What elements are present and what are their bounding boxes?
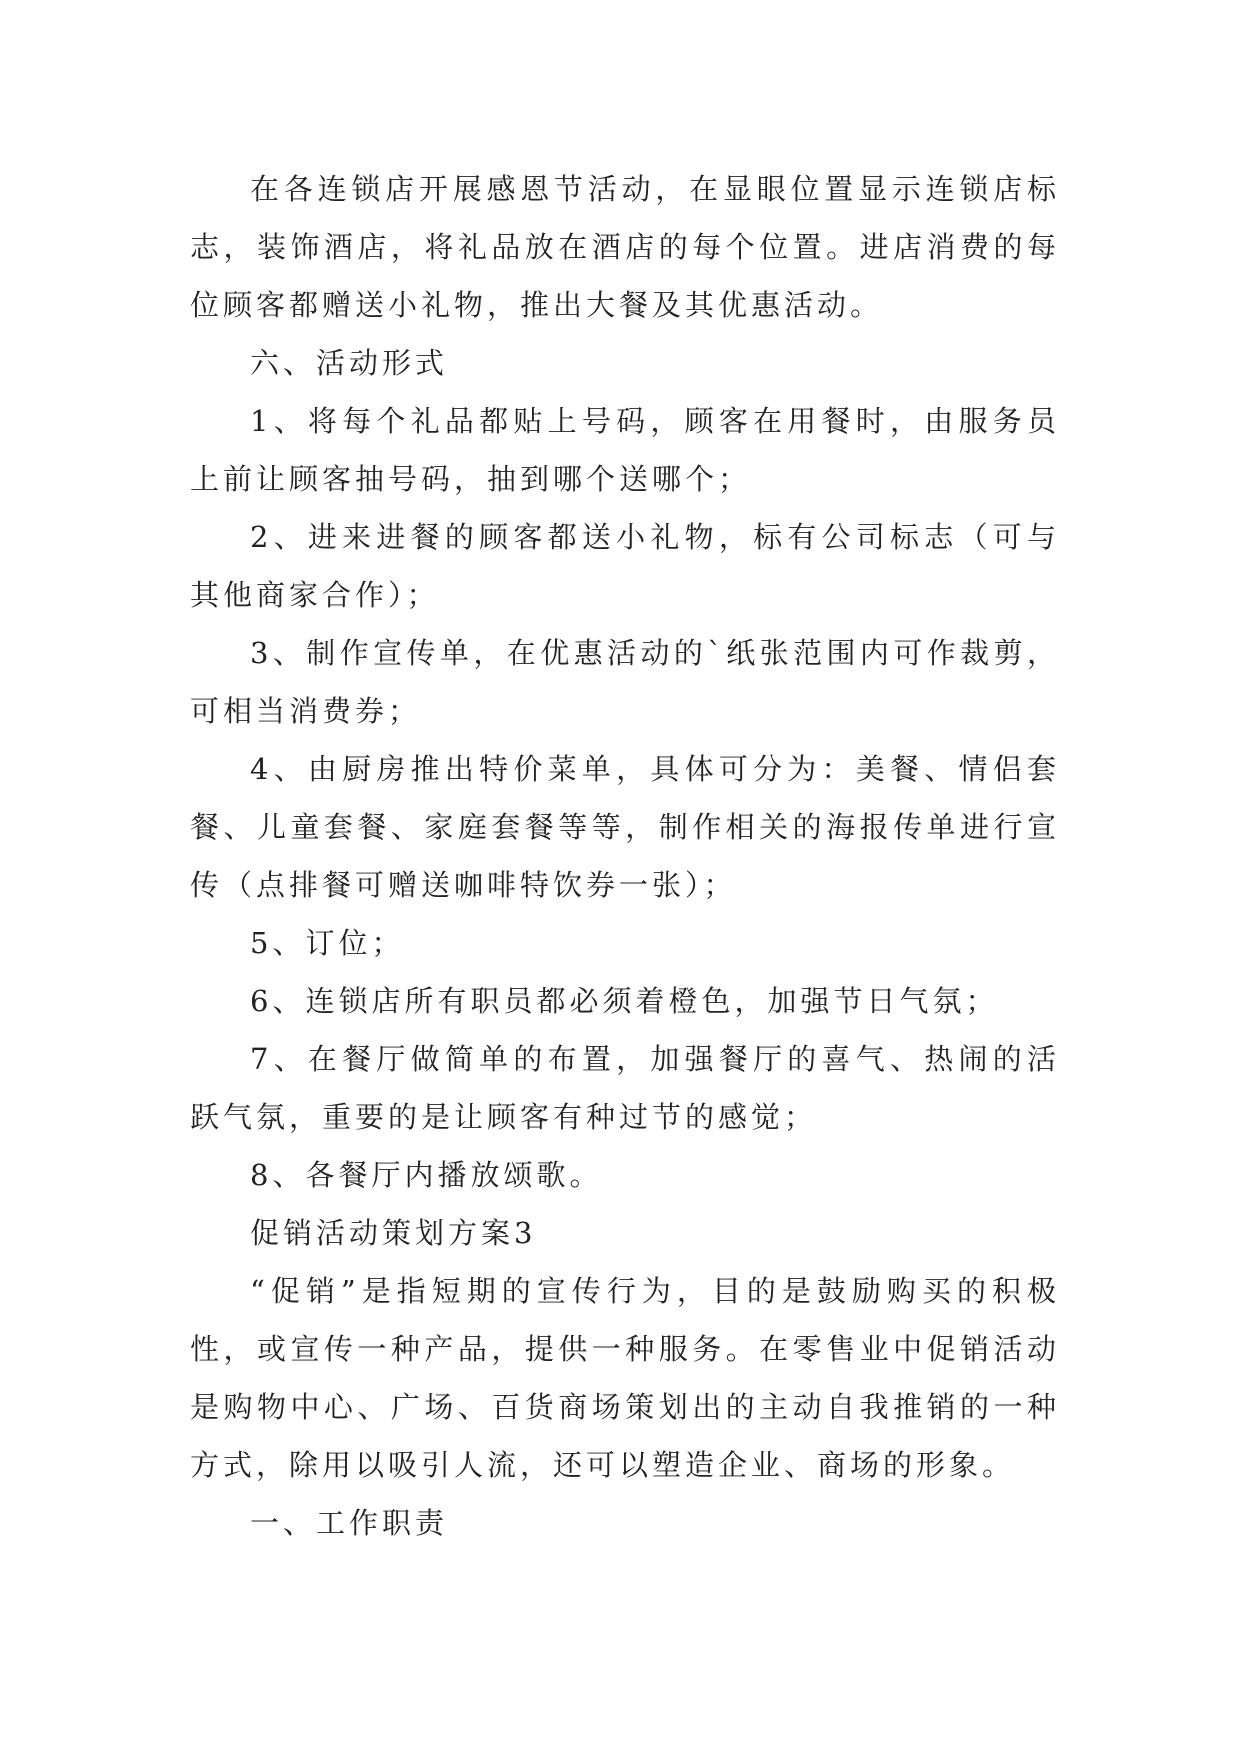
list-item-7: 7、在餐厅做简单的布置，加强餐厅的喜气、热闹的活跃气氛，重要的是让顾客有种过节的感觉； bbox=[190, 1042, 1060, 1134]
list-item-8: 8、各餐厅内播放颂歌。 bbox=[250, 1158, 603, 1192]
heading-activity-form: 六、活动形式 bbox=[250, 346, 449, 380]
list-item-4: 4、由厨房推出特价菜单，具体可分为：美餐、情侣套餐、儿童套餐、家庭套餐等等，制作相关的海报传单进行宣传（点排餐可赠送咖啡特饮券一张）； bbox=[190, 752, 1060, 902]
list-item-3: 3、制作宣传单，在优惠活动的`纸张范围内可作裁剪，可相当消费券； bbox=[190, 636, 1060, 728]
list-item-1: 1、将每个礼品都贴上号码，顾客在用餐时，由服务员上前让顾客抽号码，抽到哪个送哪个； bbox=[190, 404, 1060, 496]
paragraph-promotion-definition: “促销”是指短期的宣传行为，目的是鼓励购买的积极性，或宣传一种产品，提供一种服务。在零售业中促销活动是购物中心、广场、百货商场策划出的主动自我推销的一种方式，除用以吸引人流，还可以塑造企业、商场的形象。 bbox=[190, 1274, 1060, 1482]
document-body bbox=[190, 160, 1060, 1552]
paragraph-intro: 在各连锁店开展感恩节活动，在显眼位置显示连锁店标志，装饰酒店，将礼品放在酒店的每个位置。进店消费的每位顾客都赠送小礼物，推出大餐及其优惠活动。 bbox=[190, 172, 1060, 322]
list-item-5: 5、订位； bbox=[250, 926, 405, 960]
list-item-2: 2、进来进餐的顾客都送小礼物，标有公司标志（可与其他商家合作）； bbox=[190, 520, 1060, 612]
heading-job-duties: 一、工作职责 bbox=[250, 1506, 449, 1540]
section-title-plan-3: 促销活动策划方案3 bbox=[250, 1216, 537, 1250]
list-item-6: 6、连锁店所有职员都必须着橙色，加强节日气氛； bbox=[250, 984, 999, 1018]
